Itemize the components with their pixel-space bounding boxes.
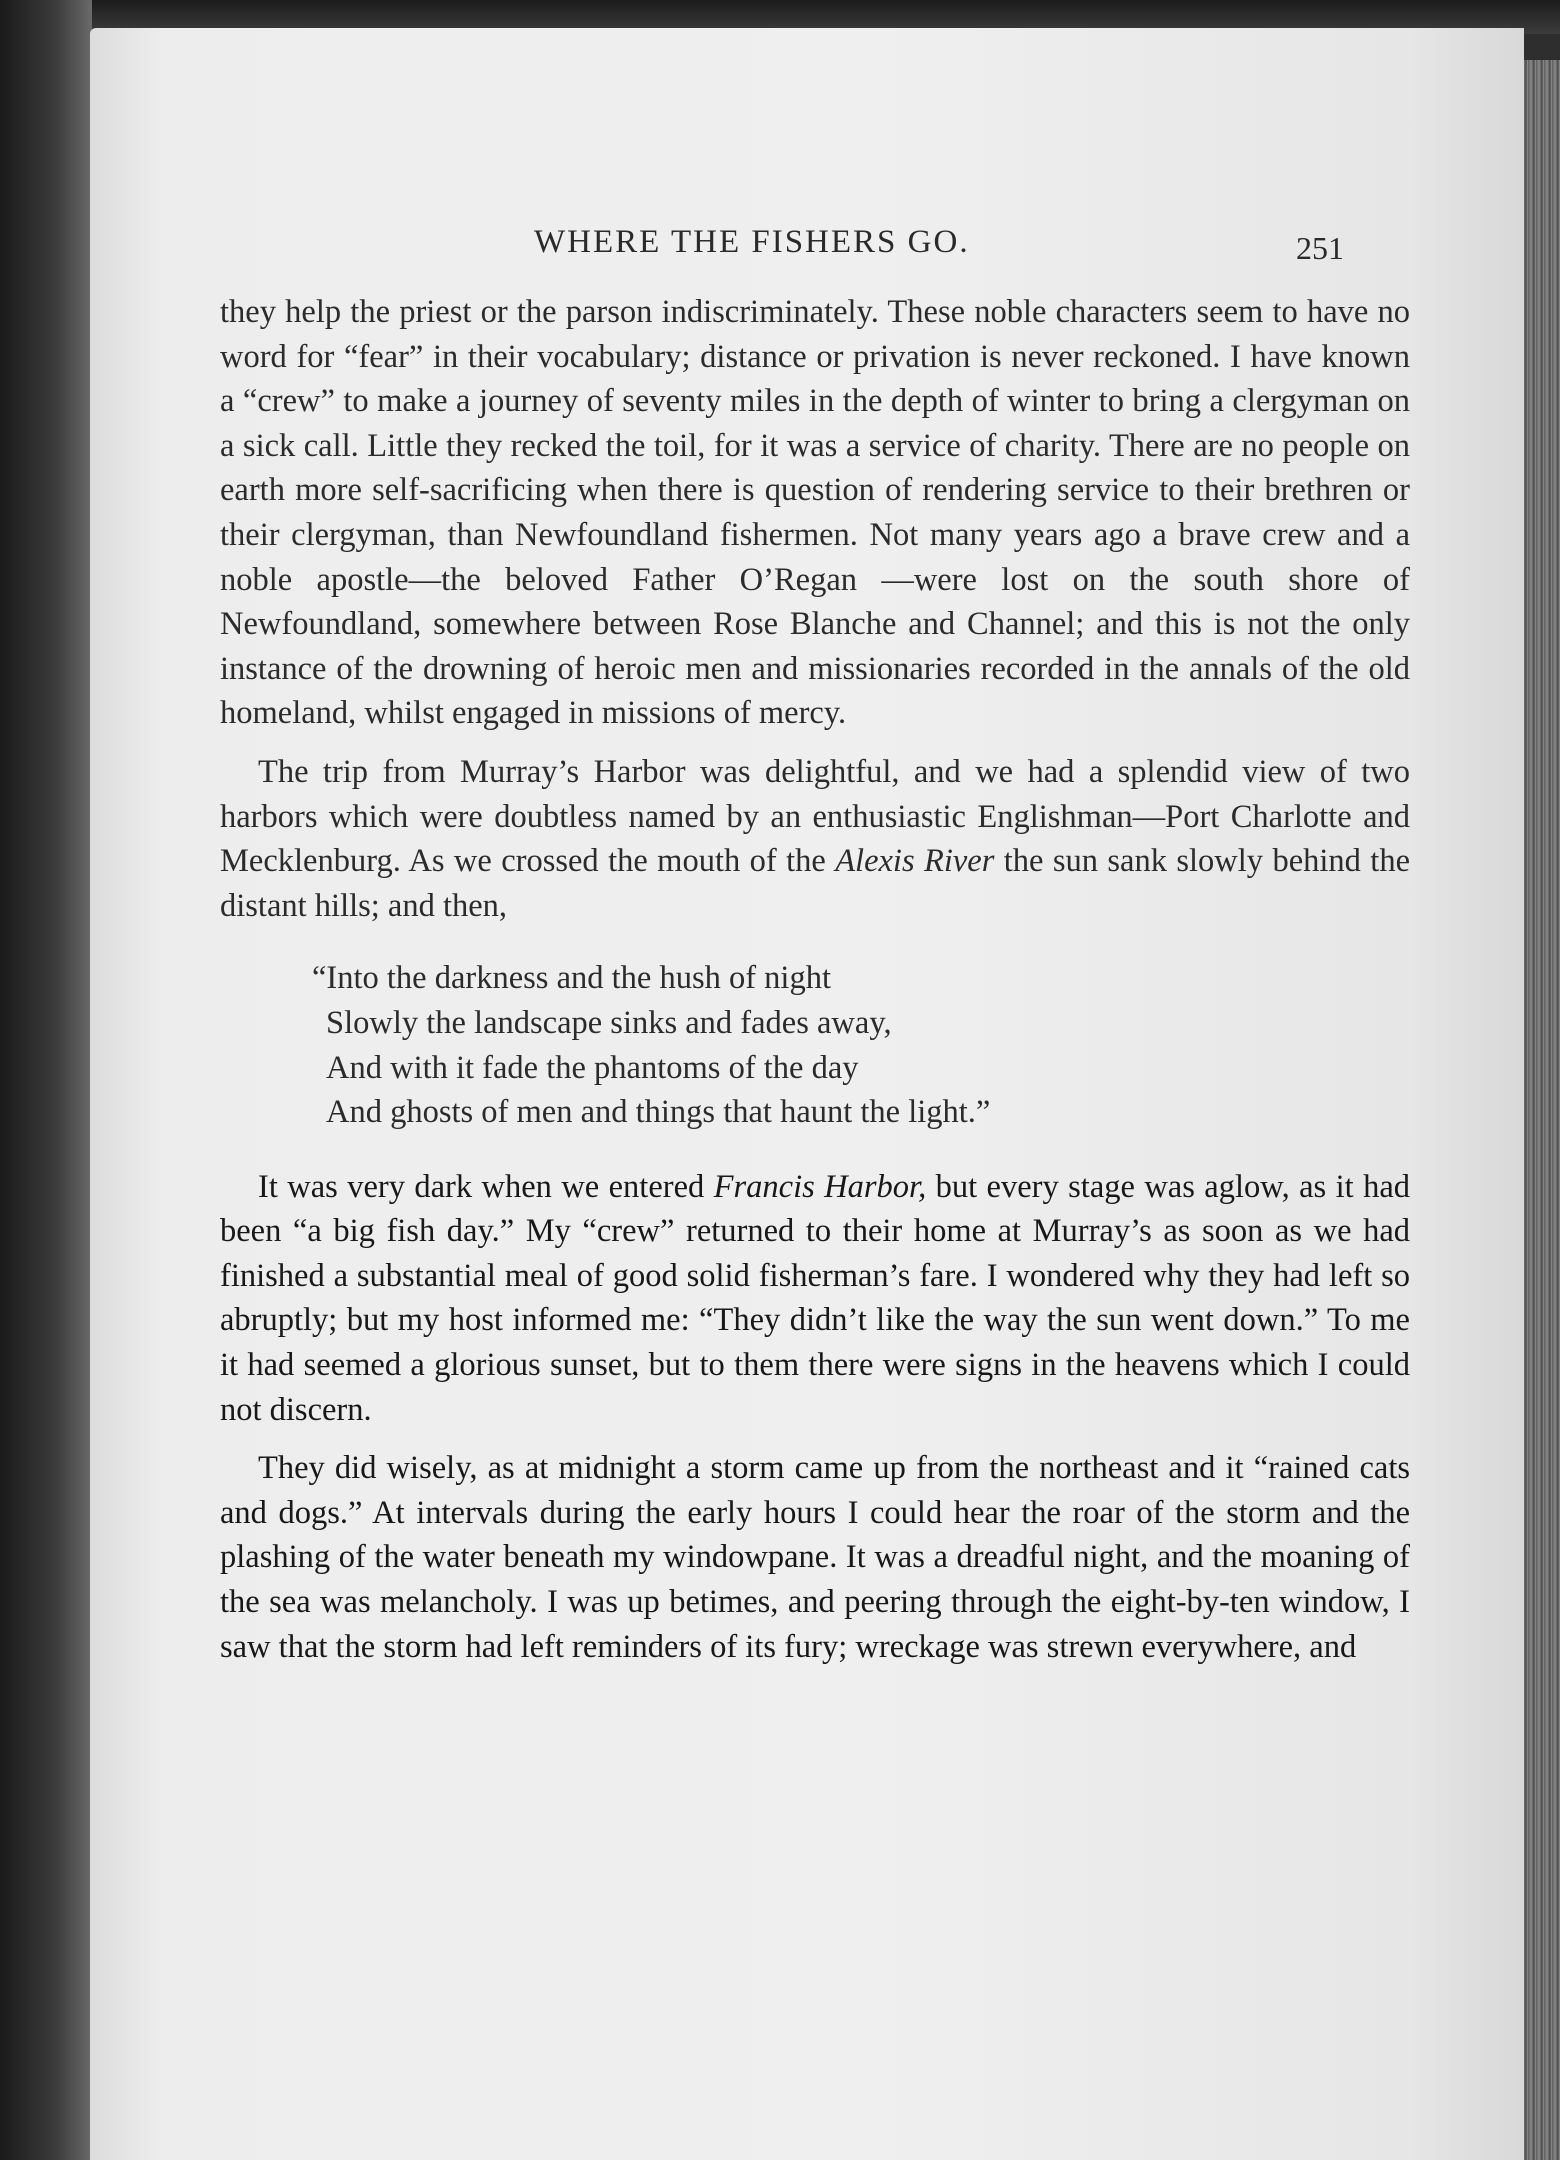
verse-line: Slowly the landscape sinks and fades away, xyxy=(326,1004,892,1041)
verse-line: And ghosts of men and things that haunt the light.” xyxy=(326,1094,991,1131)
paragraph-storm: They did wisely, as at midnight a storm came up from the northeast and it “rained cats and dogs.” At intervals during the early hours I could hear the roar of the storm and the plashing of the water beneath my windowpane. It was a dreadful night, and the moaning of the sea was melancholy. I was up betimes, and peering through the eight-by-ten window, I saw that the storm had left reminders of its fury; wreckage was strewn everywhere, and xyxy=(220,1450,1410,1665)
body-text xyxy=(220,290,1410,1669)
page-number: 251 xyxy=(1296,230,1344,266)
paragraph-continued: they help the priest or the parson indiscriminately. These noble characters seem to have no word for “fear” in their vocabulary; distance or privation is never reckoned. I have known a “crew” to make a journey of seventy miles in the depth of winter to bring a clergyman on a sick call. Little they recked the toil, for it was a service of charity. There are no people on earth more self-sacrificing when there is question of rendering service to their brethren or their clergyman, than Newfoundland fishermen. Not many years ago a brave crew and a noble apostle—the beloved Father O’Regan —were lost on the south shore of Newfoundland, somewhere between Rose Blanche and Channel; and this is not the only instance of the drowning of heroic men and missionaries recorded in the annals of the old homeland, whilst engaged in missions of mercy. xyxy=(220,294,1410,732)
paragraph-francis-text-a: It was very dark when we entered xyxy=(258,1168,714,1205)
paragraph-trip-text-a: The trip from Murray’s Harbor was delightful, and we had a splendid view of two harbors which were doubtless named by an enthusiastic Englishman—Port Charlotte and Mecklenburg. As we crossed the mouth of the xyxy=(220,753,1410,880)
paragraph-trip xyxy=(220,750,1410,928)
francis-harbor-italic: Francis Harbor, xyxy=(713,1168,927,1205)
book-gutter xyxy=(0,0,92,2160)
paragraph-francis-text-b: but every stage was aglow, as it had been “a big fish day.” My “crew” returned to their home at Murray’s as soon as we had finished a substantial meal of good solid fisherman’s fare. I wondered why they had left so abruptly; but my host informed me: “They didn’t like the way the sun went down.” To me it had seemed a glorious sunset, but to them there were signs in the heavens which I could not discern. xyxy=(220,1168,1410,1428)
verse-line: And with it fade the phantoms of the day xyxy=(326,1049,859,1086)
running-head-title: WHERE THE FISHERS GO. xyxy=(534,224,970,260)
paragraph-francis-harbor xyxy=(220,1165,1410,1433)
paragraph-trip-text-b: the sun sank slowly behind the distant hills; and then, xyxy=(220,843,1410,924)
alexis-river-italic: Alexis River xyxy=(835,843,995,880)
verse-quotation xyxy=(312,956,1410,1134)
book-page xyxy=(90,28,1524,2160)
verse-line: “Into the darkness and the hush of night xyxy=(312,960,831,997)
